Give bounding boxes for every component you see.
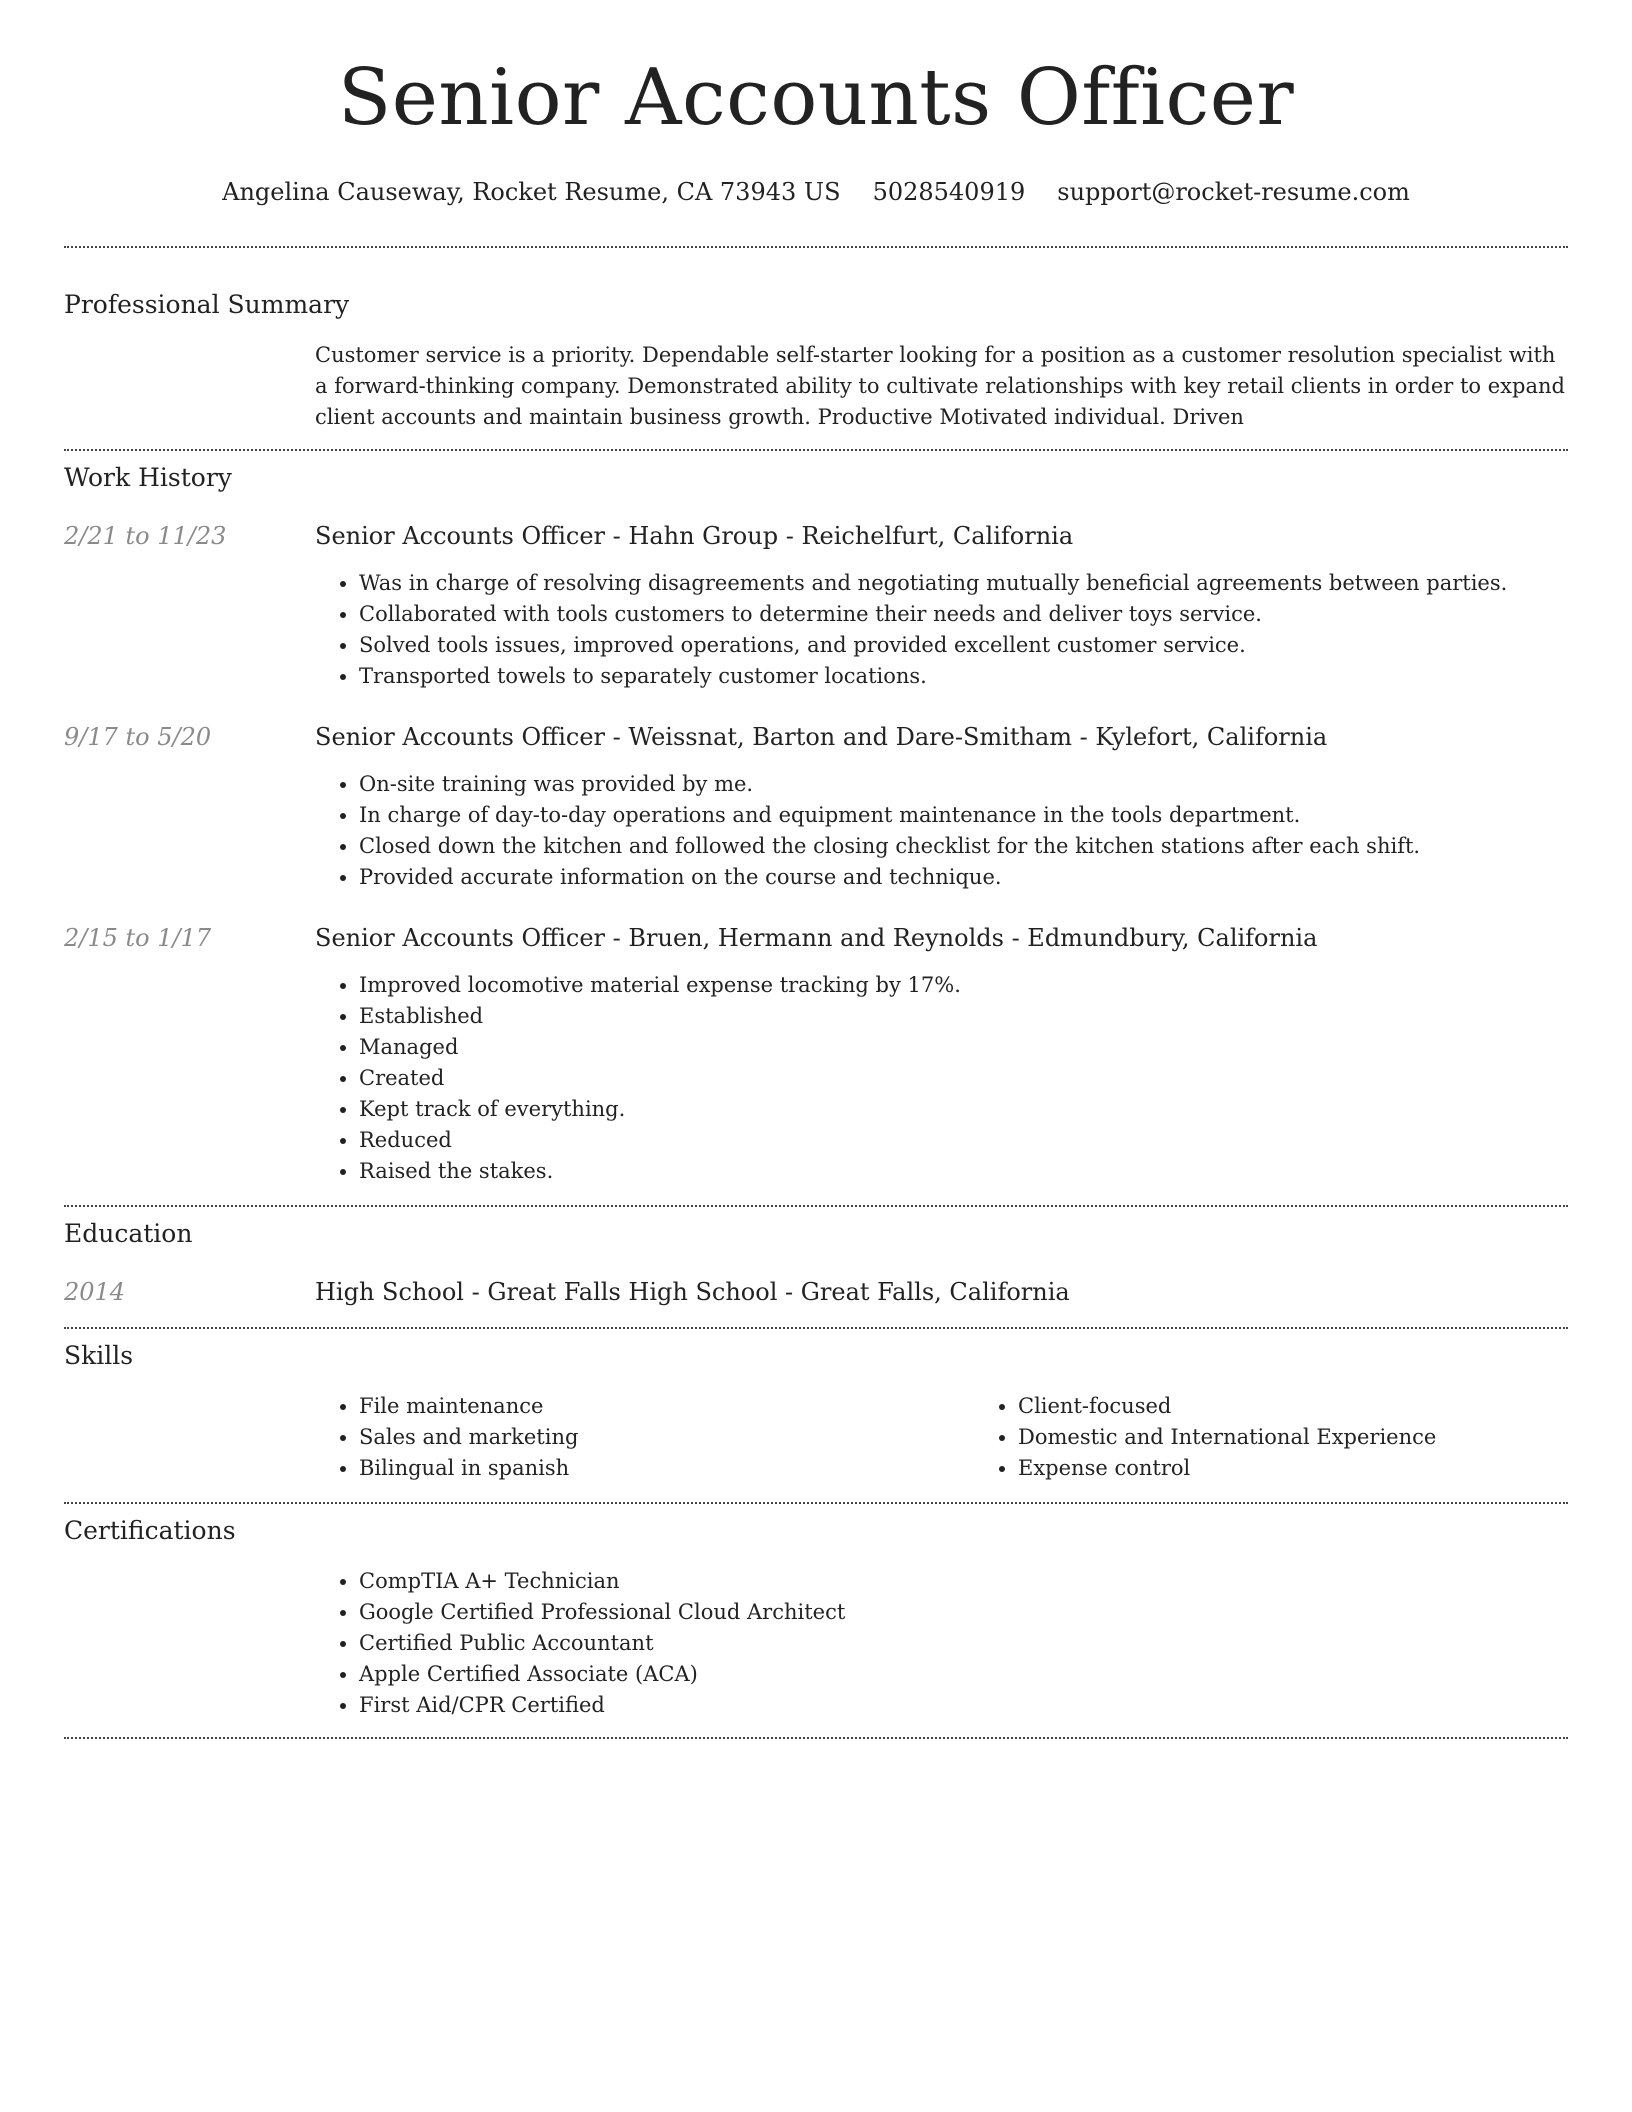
job-title: Senior Accounts Officer - Weissnat, Barton and Dare-Smitham - Kylefort, California [315,723,1328,751]
divider [64,449,1568,451]
education-date: 2014 [64,1278,126,1306]
job-bullet: • Collaborated with tools customers to determine their needs and deliver toys service. [359,599,1568,630]
skill-item: • Client-focused [1018,1391,1632,1422]
skill-item: • Domestic and International Experience [1018,1422,1632,1453]
divider [64,1327,1568,1329]
job-dates: 9/17 to 5/20 [64,723,212,751]
education-title: High School - Great Falls High School - Great Falls, California [315,1278,1070,1306]
job-bullet: • Created [359,1063,1568,1094]
job-title: Senior Accounts Officer - Bruen, Hermann and Reynolds - Edmundbury, California [315,924,1318,952]
job-bullet: • Was in charge of resolving disagreements and negotiating mutually beneficial agreements between parties. [359,568,1568,599]
resume-page [64,0,1568,1739]
divider [64,1737,1568,1739]
job-bullet: • Improved locomotive material expense tracking by 17%. [359,970,1568,1001]
job-bullet: • Kept track of everything. [359,1094,1568,1125]
job-bullet: • Established [359,1001,1568,1032]
job-bullet: • Reduced [359,1125,1568,1156]
summary-text: Customer service is a priority. Dependable self-starter looking for a position as a customer resolution specialist with a forward-thinking company. Demonstrated ability to cultivate relationships with key retail clients in order to expand client accounts and maintain business growth. Productive Motivated individual. Driven [315,343,1565,429]
job-entry [64,519,1568,692]
skills-heading: Skills [64,1341,134,1370]
job-bullet: • Solved tools issues, improved operations, and provided excellent customer service. [359,630,1568,661]
certifications-heading: Certifications [64,1516,236,1545]
job-bullets [315,568,1568,692]
job-title: Senior Accounts Officer - Hahn Group - Reichelfurt, California [315,522,1074,550]
job-entry [64,720,1568,893]
certification-item: • Apple Certified Associate (ACA) [359,1659,1568,1690]
education-section [64,1217,1568,1309]
job-bullet: • Closed down the kitchen and followed the closing checklist for the kitchen stations after each shift. [359,831,1568,862]
skills-section [64,1339,1568,1484]
certification-item: • Certified Public Accountant [359,1628,1568,1659]
divider [64,246,1568,248]
resume-title: Senior Accounts Officer [337,53,1295,143]
job-bullet: • Managed [359,1032,1568,1063]
certification-item: • Google Certified Professional Cloud Architect [359,1597,1568,1628]
job-bullet: • In charge of day-to-day operations and equipment maintenance in the tools department. [359,800,1568,831]
job-bullet: • On-site training was provided by me. [359,769,1568,800]
skill-item: • File maintenance [359,1391,974,1422]
contact-line [64,176,1568,208]
contact-address: Angelina Causeway, Rocket Resume, CA 73943 US [222,178,841,206]
job-entry [64,921,1568,1187]
summary-heading: Professional Summary [64,290,350,319]
job-bullets [315,970,1568,1187]
contact-email: support@rocket-resume.com [1057,178,1410,206]
job-bullet: • Transported towels to separately customer locations. [359,661,1568,692]
contact-phone: 5028540919 [872,178,1026,206]
certification-item: • First Aid/CPR Certified [359,1690,1568,1721]
divider [64,1205,1568,1207]
skill-item: • Expense control [1018,1453,1632,1484]
certification-item: • CompTIA A+ Technician [359,1566,1568,1597]
skill-item: • Bilingual in spanish [359,1453,974,1484]
job-dates: 2/15 to 1/17 [64,924,212,952]
job-bullet: • Raised the stakes. [359,1156,1568,1187]
job-dates: 2/21 to 11/23 [64,522,227,550]
job-bullets [315,769,1568,893]
work-history-heading: Work History [64,463,232,492]
skill-item: • Sales and marketing [359,1422,974,1453]
skills-list-left [315,1391,974,1484]
education-heading: Education [64,1219,193,1248]
education-entry [64,1275,1568,1309]
skills-list-right [974,1391,1632,1484]
summary-section [64,288,1568,433]
divider [64,1502,1568,1504]
work-history-section [64,461,1568,1187]
certifications-section [64,1514,1568,1721]
job-bullet: • Provided accurate information on the course and technique. [359,862,1568,893]
skills-grid [315,1391,1632,1484]
certifications-list [315,1566,1568,1721]
